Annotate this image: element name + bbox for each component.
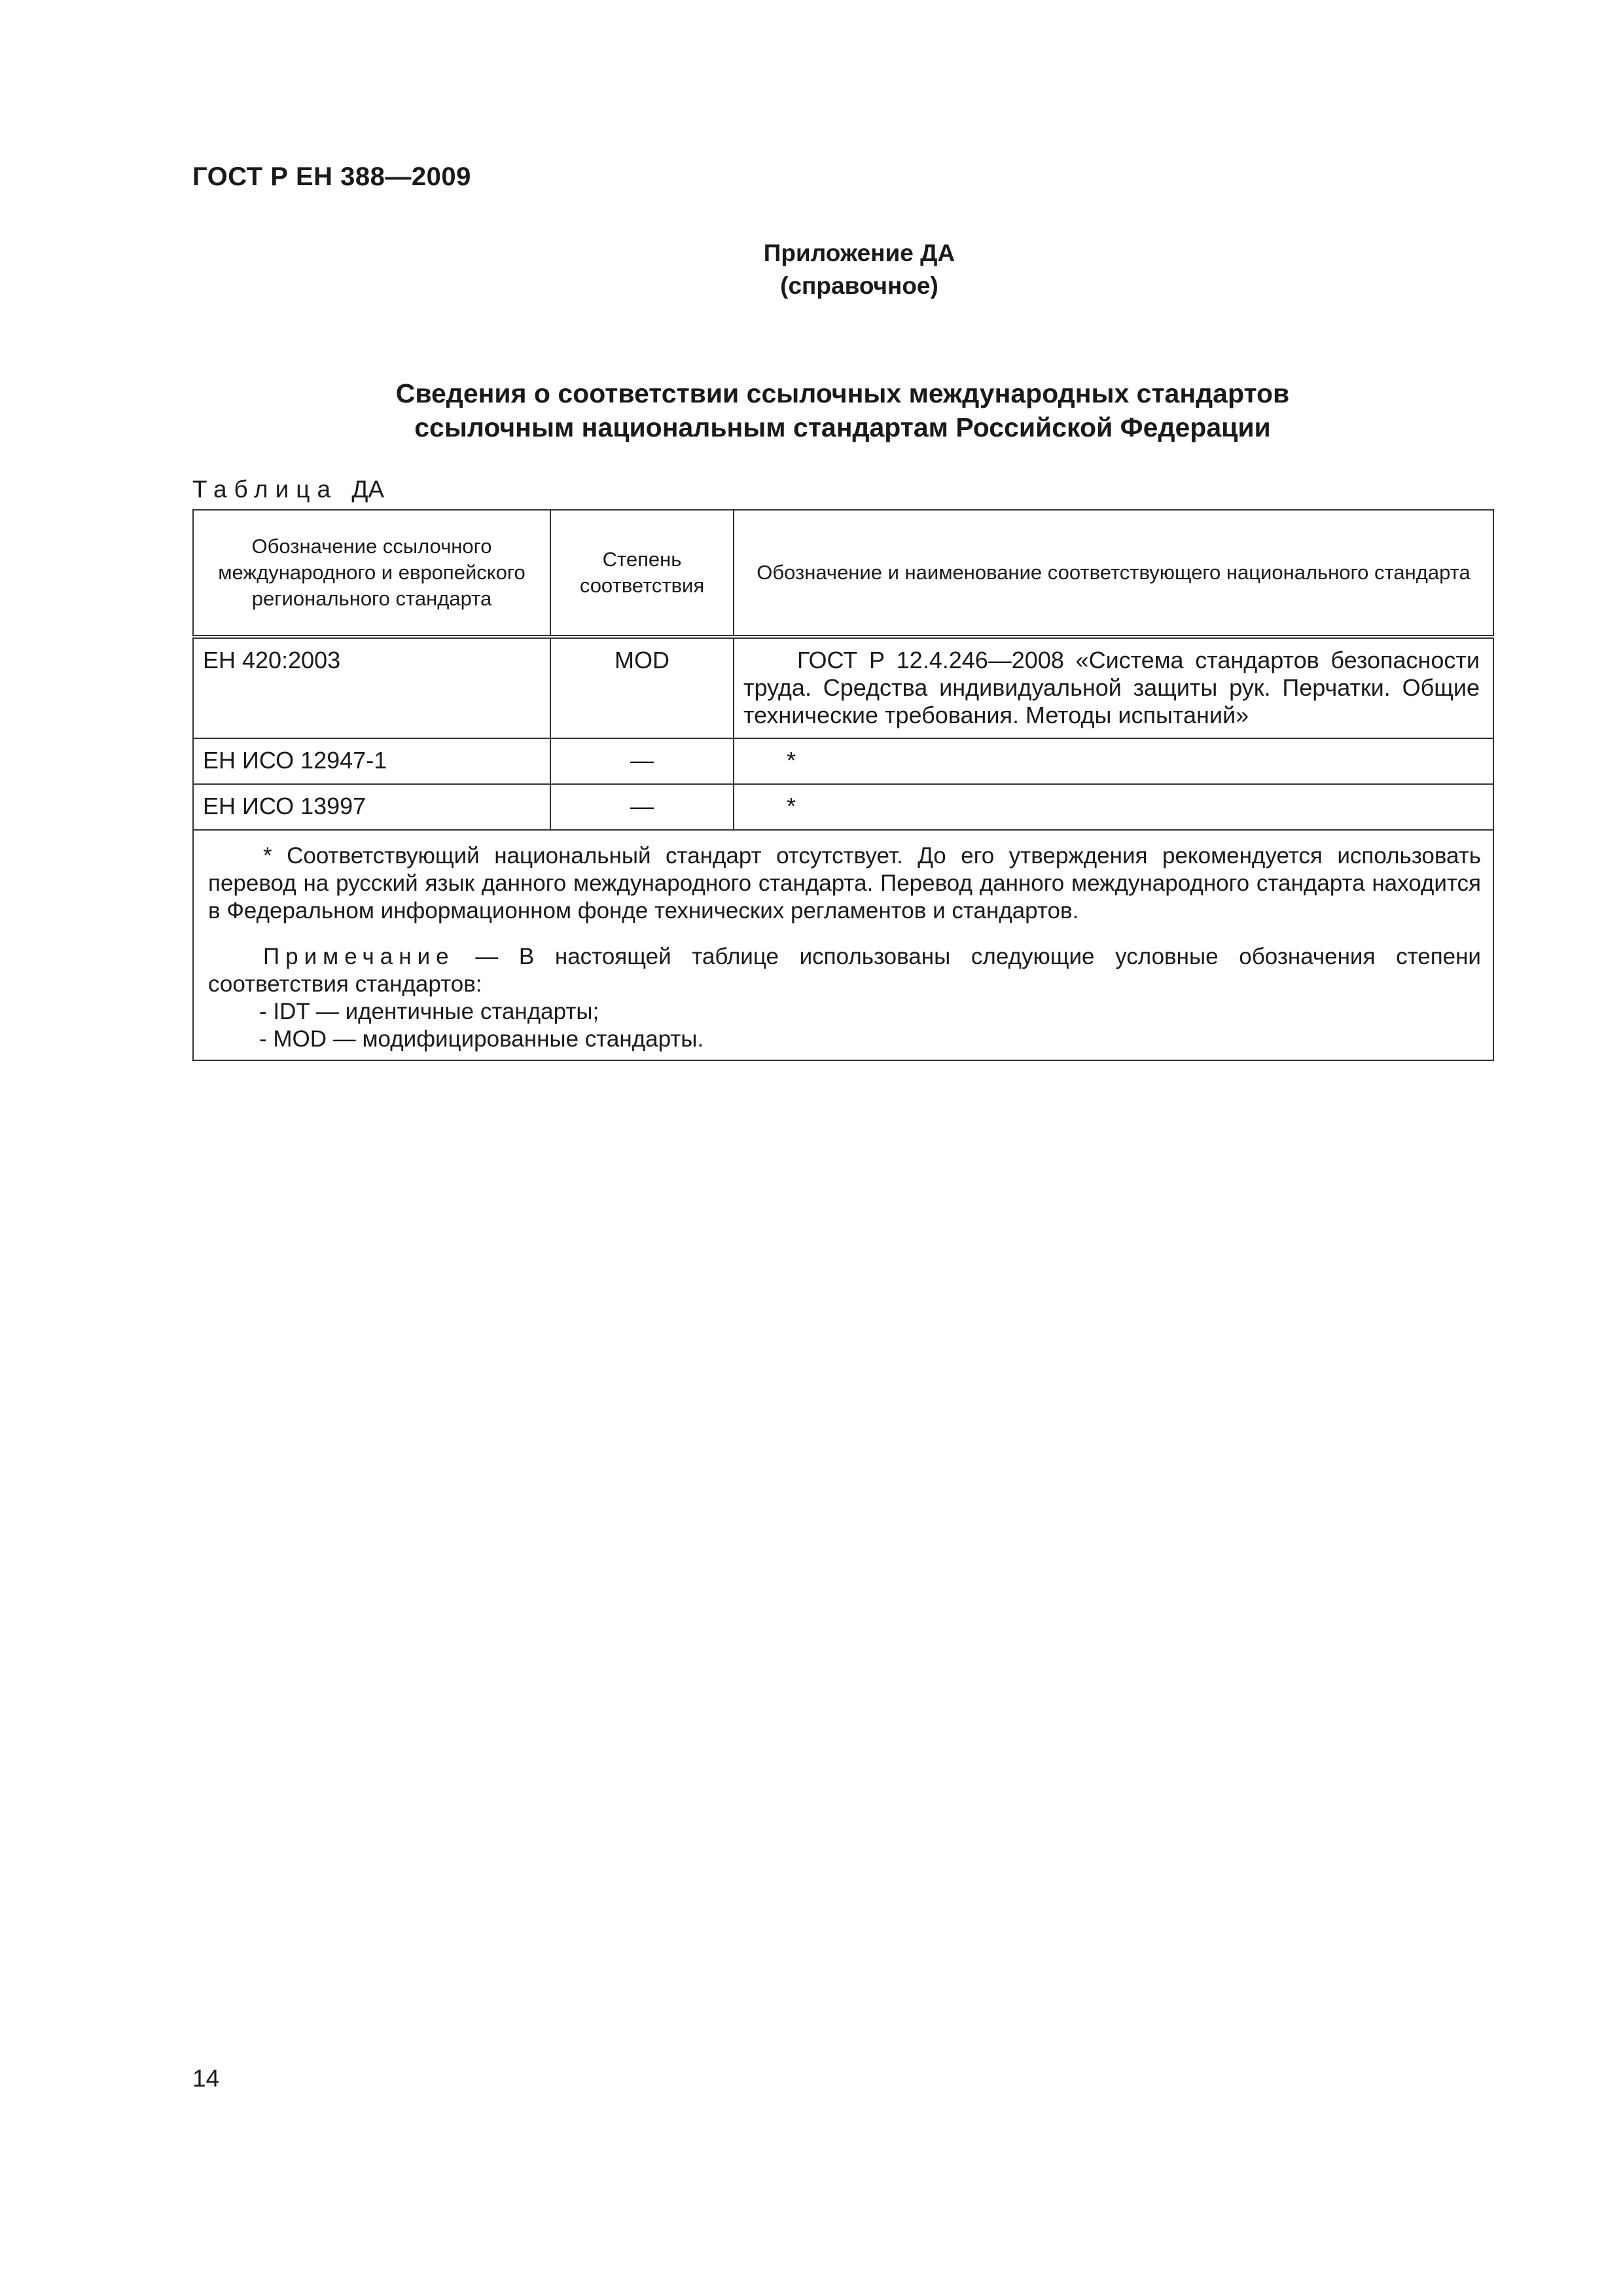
cell-degree: —: [550, 784, 734, 830]
table-header-row: [193, 510, 1493, 637]
cell-degree: MOD: [550, 637, 734, 738]
note-list-item: - IDT — идентичные стандарты;: [259, 999, 599, 1024]
footnote-text: * Соответствующий национальный стандарт отсутствует. До его утверждения рекомендуется использовать перевод на русский язык данного международного стандарта. Перевод данного международного стандарта находится в Федеральном информационном фонде технических регламентов и стандартов.: [208, 843, 1481, 924]
cell-national-standard: *: [734, 738, 1493, 784]
cell-national-standard: *: [734, 784, 1493, 830]
table-row: [193, 738, 1493, 784]
page-title-line-2: ссылочным национальным стандартам Российской Федерации: [414, 412, 1271, 442]
note-list-item: - MOD — модифицированные стандарты.: [259, 1026, 704, 1052]
appendix-heading: [683, 237, 1036, 302]
table-caption-label: Таблица: [192, 476, 338, 503]
note-list: [208, 998, 1481, 1053]
table-row: [193, 784, 1493, 830]
correspondence-table: [192, 509, 1494, 1061]
note-label: Примечание: [263, 944, 455, 969]
page-title: [192, 376, 1493, 444]
page-title-line-1: Сведения о соответствии ссылочных международных стандартов: [395, 378, 1290, 408]
column-header-degree: Степень соответствия: [550, 510, 734, 637]
note-text: — В настоящей таблице использованы следующие условные обозначения степени соответствия стандартов:: [208, 944, 1481, 997]
column-header-national-standard: Обозначение и наименование соответствующего национального стандарта: [734, 510, 1493, 637]
note-paragraph: [208, 943, 1481, 998]
column-header-designation: Обозначение ссылочного международного и европейского регионального стандарта: [193, 510, 550, 637]
table-caption-number: ДА: [351, 476, 385, 503]
table-footnote-row: [193, 830, 1493, 1060]
table-caption: [192, 476, 384, 503]
cell-designation: ЕН 420:2003: [193, 637, 550, 738]
cell-designation: ЕН ИСО 13997: [193, 784, 550, 830]
cell-degree: —: [550, 738, 734, 784]
appendix-subtitle: (справочное): [780, 272, 938, 299]
cell-national-standard: ГОСТ Р 12.4.246—2008 «Система стандартов безопасности труда. Средства индивидуальной защиты рук. Перчатки. Общие технические требования. Методы испытаний»: [734, 637, 1493, 738]
cell-designation: ЕН ИСО 12947-1: [193, 738, 550, 784]
document-code: ГОСТ Р ЕН 388—2009: [192, 162, 471, 191]
page-number: 14: [192, 2065, 220, 2092]
table-footnote-cell: [193, 830, 1493, 1060]
appendix-title: Приложение ДА: [763, 240, 955, 266]
table-row: [193, 637, 1493, 738]
